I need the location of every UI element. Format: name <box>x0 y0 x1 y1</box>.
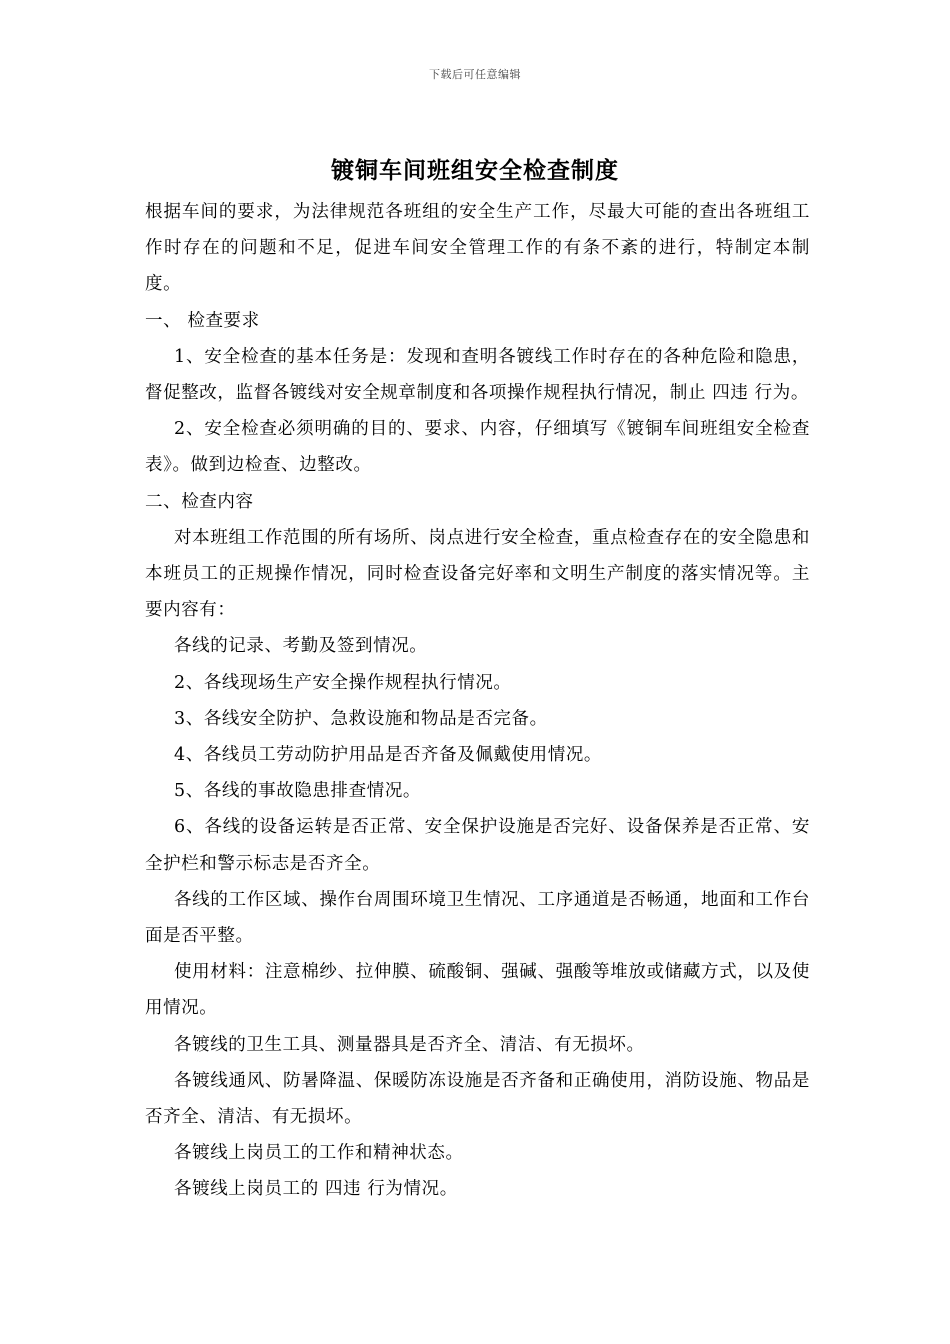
document-body <box>145 194 810 1208</box>
content-item: 各镀线的卫生工具、测量器具是否齐全、清洁、有无损坏。 <box>174 1034 645 1055</box>
section-heading-content: 二、检查内容 <box>145 491 254 512</box>
header-note: 下载后可任意编辑 <box>429 68 521 81</box>
content-item: 各镀线上岗员工的工作和精神状态。 <box>174 1143 464 1164</box>
content-item: 5、各线的事故隐患排查情况。 <box>174 781 422 802</box>
document-title: 镀铜车间班组安全检查制度 <box>331 158 619 184</box>
content-item: 各镀线上岗员工的 四违 行为情况。 <box>174 1179 458 1200</box>
content-item: 各线的工作区域、操作台周围环境卫生情况、工序通道是否畅通，地面和工作台面是否平整。 <box>145 889 810 947</box>
content-item: 6、各线的设备运转是否正常、安全保护设施是否完好、设备保养是否正常、安全护栏和警示标志是否齐全。 <box>145 817 810 874</box>
content-item: 4、各线员工劳动防护用品是否齐备及佩戴使用情况。 <box>174 745 603 766</box>
intro-paragraph: 根据车间的要求，为法律规范各班组的安全生产工作，尽最大可能的查出各班组工作时存在的问题和不足，促进车间安全管理工作的有条不紊的进行，特制定本制度。 <box>145 202 810 295</box>
content-intro-paragraph: 对本班组工作范围的所有场所、岗点进行安全检查，重点检查存在的安全隐患和本班员工的正规操作情况，同时检查设备完好率和文明生产制度的落实情况等。主要内容有： <box>145 527 810 621</box>
content-item: 3、各线安全防护、急救设施和物品是否完备。 <box>174 708 548 729</box>
content-item: 各线的记录、考勤及签到情况。 <box>174 636 428 657</box>
section-heading-requirements: 一、 检查要求 <box>145 310 260 331</box>
requirement-item-1: 1、安全检查的基本任务是：发现和查明各镀线工作时存在的各种危险和隐患，督促整改，监督各镀线对安全规章制度和各项操作规程执行情况，制止 四违 行为。 <box>145 346 810 404</box>
content-item: 使用材料：注意棉纱、拉伸膜、硫酸铜、强碱、强酸等堆放或储藏方式，以及使用情况。 <box>145 962 810 1019</box>
requirement-item-2: 2、安全检查必须明确的目的、要求、内容，仔细填写《镀铜车间班组安全检查表》。做到边检查、边整改。 <box>145 419 810 476</box>
content-item: 各镀线通风、防暑降温、保暖防冻设施是否齐备和正确使用，消防设施、物品是否齐全、清洁、有无损坏。 <box>145 1070 810 1128</box>
content-item: 2、各线现场生产安全操作规程执行情况。 <box>174 672 512 693</box>
